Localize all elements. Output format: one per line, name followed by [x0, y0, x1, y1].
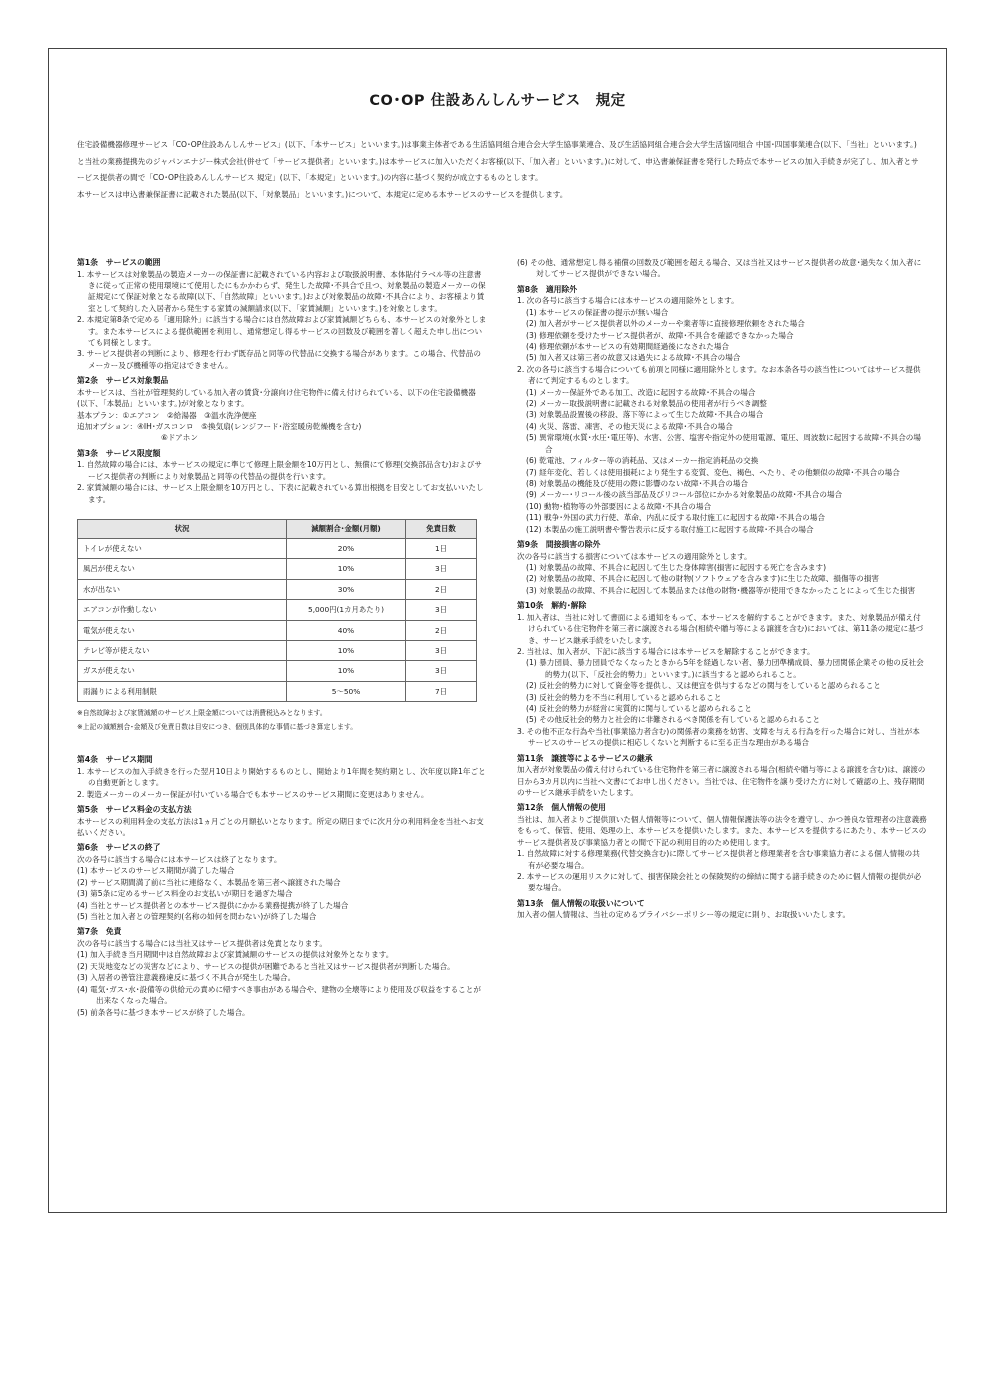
table-notes	[77, 706, 487, 734]
article-5	[77, 804, 487, 838]
right-column	[517, 257, 927, 925]
intro-section	[77, 137, 922, 203]
article-intro: 2. 次の各号に該当する場合についても前項と同様に適用除外とします。なお本条各号の該当性についてはサービス提供者にて判定するものとします。	[517, 364, 921, 386]
article-item: (5) その他反社会的勢力と社会的に非難されるべき関係を有していると認められること	[526, 715, 821, 725]
cell-days: 3日	[406, 600, 477, 620]
article-item: (3) 入居者の善管注意義務違反に基づく不具合が発生した場合。	[77, 973, 296, 983]
article-item: (5) 当社と加入者との管理契約(名称の如何を問わない)が終了した場合	[77, 912, 317, 922]
cell-status: 電気が使えない	[78, 620, 287, 640]
article-item: 1. 本サービスは対象製品の製造メーカーの保証書に記載されている内容および取扱説明書、本体貼付ラベル等の注意書きに従って正常の使用環境にて使用したにもかかわらず、発生した故障･不具合で且つ、対象製品の製造メーカーの保証規定にて保証対象となる故障(以下、「自然故障」といいます。)および対象製品の故障･不具合により、お客様より賃室として契約した入居者から発生する家賃の減額請求(以下、「家賃減額」といいます。)を対象とします。	[77, 269, 486, 313]
cell-status: 雨漏りによる利用制限	[78, 681, 287, 701]
article-item: 1. 加入者は、当社に対して書面による通知をもって、本サービスを解約することができます。また、対象製品が備え付けられている住宅物件を第三者に譲渡される場合(相続や贈与等による譲渡を含む)においては、第11条の規定に基づき、サービス継承手続をいたします。	[517, 612, 924, 645]
article-item: (1) 加入手続き当月期間中は自然故障および家賃減額のサービスの提供は対象外となります。	[77, 950, 394, 960]
article-3	[77, 448, 487, 505]
article-2	[77, 375, 487, 444]
cell-days: 2日	[406, 620, 477, 640]
article-item: 1. 自然故障に対する修理業務(代替交換含む)に際してサービス提供者と修理業者を含む事業協力者による個人情報の共有が必要な場合。	[517, 849, 920, 870]
article-heading: 第13条 個人情報の取扱いについて	[517, 898, 645, 908]
article-4	[77, 754, 487, 800]
article-12	[517, 802, 927, 893]
article-item: (4) 修理依頼が本サービスの有効期間経過後になされた場合	[526, 342, 730, 352]
article-item: (1) 対象製品の故障、不具合に起因して生じた身体障害(損害に起因する死亡を含みます)	[526, 562, 827, 572]
cell-rate: 30%	[287, 579, 406, 599]
article-item: (4) 電気･ガス･水･設備等の供給元の責めに帰すべき事由がある場合や、建物の全壊等により使用及び収益をすることが出来なくなった場合。	[77, 984, 481, 1006]
article-item: (5) 異常環境(水質･水圧･電圧等)、水害、公害、塩害や指定外の使用電源、電圧、周波数に起因する故障･不具合の場合	[526, 433, 921, 454]
article-item: 2. 当社は、加入者が、下記に該当する場合には本サービスを解除することができます。	[517, 646, 815, 656]
table-row	[78, 661, 477, 681]
article-item: 2. 本サービスの運用リスクに対して、損害保険会社との保険契約の締結に関する諸手続きのために個人情報の提供が必要な場合。	[517, 872, 922, 893]
article-item: (2) 対象製品の故障、不具合に起因して他の財物(ソフトウェアを含みます)に生じた故障、損傷等の損害	[526, 574, 879, 584]
cell-days: 3日	[406, 641, 477, 661]
article-body: 加入者が対象製品の備え付けられている住宅物件を第三者に譲渡される場合(相続や贈与等による譲渡を含む)は、譲渡の日から3カ月以内に当社へ文書にてお申し出ください。当社では、住宅物件を譲り受けた方に対して確認の上、残存期間のサービス継承手続をいたします。	[517, 765, 926, 798]
article-item: (1) 本サービスの保証書の提示が無い場合	[526, 307, 669, 317]
article-item: (2) サービス期間満了前に当社に連絡なく、本製品を第三者へ譲渡された場合	[77, 877, 341, 887]
article-8	[517, 284, 927, 535]
article-body: 本サービスは、当社が管理契約している加入者の賃貸･分譲向け住宅物件に備え付けられている、以下の住宅設備機器 (以下、「本製品」といいます。)が対象となります。	[77, 387, 476, 409]
article-item: (2) メーカー取扱説明書に記載される対象製品の使用者が行うべき調整	[526, 399, 767, 409]
column-header: 免責日数	[406, 520, 477, 539]
cell-status: エアコンが作動しない	[78, 600, 287, 620]
article-item: (5) 加入者又は第三者の故意又は過失による故障･不具合の場合	[526, 353, 741, 363]
article-heading: 第2条 サービス対象製品	[77, 376, 169, 386]
column-header: 状況	[78, 520, 287, 539]
article-6	[77, 842, 487, 922]
article-heading: 第9条 間接損害の除外	[517, 539, 601, 549]
table-row	[78, 579, 477, 599]
table-note: ※上記の減額割合･金額及び免責日数は目安につき、個別具体的な事情に基づき算定します。	[77, 723, 358, 732]
cell-status: テレビ等が使えない	[78, 641, 287, 661]
article-1	[77, 257, 487, 371]
table-row	[78, 559, 477, 579]
intro-paragraph: 本サービスは申込書兼保証書に記載された製品(以下、「対象製品」といいます。)について、本規定に定める本サービスのサービスを提供します。	[77, 189, 568, 199]
article-item: 2. 製造メーカーのメーカー保証が付いている場合でも本サービスのサービス期間に変更はありません。	[77, 789, 429, 799]
article-item: (12) 本製品の施工説明書や警告表示に反する取付施工に起因する故障･不具合の場合	[526, 524, 814, 534]
article-item: (6) その他、通常想定し得る補償の回数及び範囲を超える場合、又は当社又はサービス提供者の故意･過失なく加入者に対してサービス提供ができない場合。	[517, 258, 922, 279]
article-item: 2. 家賃減額の場合には、サービス上限金額を10万円とし、下表に記載されている算出根拠を目安としてお支払いいたします。	[77, 483, 484, 504]
table-row	[78, 641, 477, 661]
article-item: (3) 反社会的勢力を不当に利用していると認められること	[526, 692, 722, 702]
cell-days: 3日	[406, 661, 477, 681]
article-item: (2) 天災地変などの災害などにより、サービスの提供が困難であると当社又はサービス提供者が判断した場合。	[77, 961, 455, 971]
basic-plan: 基本プラン：①エアコン ②給湯器 ③温水洗浄便座	[77, 410, 257, 420]
article-heading: 第7条 免責	[77, 927, 122, 937]
article-item: (3) 修理依頼を受けたサービス提供者が、故障･不具合を確認できなかった場合	[526, 330, 794, 340]
article-item: (8) 対象製品の機能及び使用の際に影響のない故障･不具合の場合	[526, 478, 748, 488]
article-item: (4) 当社とサービス提供者との本サービス提供にかかる業務提携が終了した場合	[77, 900, 349, 910]
cell-rate: 10%	[287, 641, 406, 661]
table-row	[78, 620, 477, 640]
article-item: (11) 戦争･外国の武力行使、革命、内乱に反する取付施工に起因する故障･不具合の場合	[526, 513, 825, 523]
article-7	[77, 926, 487, 1017]
article-body: 当社は、加入者よりご提供頂いた個人情報等について、個人情報保護法等の法令を遵守し、かつ善良な管理者の注意義務をもって、保管、使用、処理の上、本サービスを提供いたします。また、本サービスを提供するにあたり、本サービスのサービス提供者及び事業協力者との間で下記の利用目的のため使用します。	[517, 815, 927, 847]
article-item: (6) 乾電池、フィルター等の消耗品、又はメーカー指定消耗品の交換	[526, 456, 759, 466]
table-row	[78, 600, 477, 620]
article-body: 次の各号に該当する場合には本サービスは終了となります。	[77, 855, 282, 865]
cell-rate: 5〜50%	[287, 681, 406, 701]
article-item: (2) 加入者がサービス提供者以外のメーカーや業者等に直接修理依頼をされた場合	[526, 319, 805, 329]
article-heading: 第8条 適用除外	[517, 284, 578, 294]
cell-rate: 20%	[287, 539, 406, 559]
article-item: 1. 自然故障の場合には、本サービスの規定に準じて修理上限金額を10万円とし、無償にて修理(交換部品含む)およびサービス提供者の判断により対象製品と同等の代替品の提供を行います。	[77, 460, 482, 481]
article-body: 次の各号に該当する損害については本サービスの適用除外とします。	[517, 551, 752, 561]
document-title: CO･OP 住設あんしんサービス 規定	[369, 93, 626, 109]
article-heading: 第3条 サービス限度額	[77, 448, 161, 458]
cell-rate: 40%	[287, 620, 406, 640]
article-heading: 第12条 個人情報の使用	[517, 803, 606, 813]
article-body: 次の各号に該当する場合には当社又はサービス提供者は免責となります。	[77, 939, 327, 949]
article-heading: 第1条 サービスの範囲	[77, 258, 161, 267]
article-heading: 第5条 サービス料金の支払方法	[77, 805, 192, 815]
table-row	[78, 681, 477, 701]
article-item: 2. 本規定第8条で定める「適用除外」に該当する場合には自然故障および家賃減額どちらも、本サービスの対象外とします。また本サービスによる提供範囲を利用し、通常想定し得るサービスの回数及び範囲を著しく超えた申し出についても同様とします。	[77, 315, 487, 348]
article-heading: 第4条 サービス期間	[77, 755, 153, 765]
article-body: 本サービスの利用料金の支払方法は1ヵ月ごとの月額払いとなります。所定の期日までに次月分の利用料金を当社へお支払いください。	[77, 816, 484, 838]
article-item: (1) メーカー保証外である加工、改造に起因する故障･不具合の場合	[526, 387, 756, 397]
article-9	[517, 539, 927, 596]
option-plan-cont: ⑥ドアホン	[161, 433, 198, 443]
intro-paragraph: 住宅設備機器修理サービス「CO･OP住設あんしんサービス」(以下、「本サービス」といいます。)は事業主体者である生活協同組合連合会大学生協事業連合、及び生活協同組合連合会大学生活協同組合 中国･四国事業連合(以下、「当社」といいます。)と当社の業務提携先のジャパンエナジー株式会社(併せて「サービス提供者」といいます。)は本サービスに加入いただくお客様(以下、「加入者」といいます。)に対して、申込書兼保証書を発行した時点で本サービスの加入手続きが完了し、加入者とサービス提供者の間で「CO･OP住設あんしんサービス 規定」(以下、「本規定」といいます。)の内容に基づく契約が成立するものとします。	[77, 140, 919, 182]
article-item: (3) 第5条に定めるサービス料金のお支払いが期日を過ぎた場合	[77, 889, 293, 899]
article-heading: 第10条 解約･解除	[517, 601, 587, 611]
article-item: (3) 対象製品設置後の移設、落下等によって生じた故障･不具合の場合	[526, 410, 764, 420]
cell-days: 3日	[406, 559, 477, 579]
cell-days: 2日	[406, 579, 477, 599]
article-heading: 第11条 譲渡等によるサービスの継承	[517, 753, 653, 763]
cell-days: 1日	[406, 539, 477, 559]
article-item: (1) 本サービスのサービス期間が満了した場合	[77, 866, 235, 876]
cell-status: トイレが使えない	[78, 539, 287, 559]
cell-status: 水が出ない	[78, 579, 287, 599]
cell-status: ガスが使えない	[78, 661, 287, 681]
article-item: (5) 前条各号に基づき本サービスが終了した場合。	[77, 1007, 250, 1017]
article-item: (3) 対象製品の故障、不具合に起因して本製品または他の財物･機器等が使用できなかったことによって生じた損害	[526, 585, 916, 595]
article-11	[517, 753, 927, 799]
cell-rate: 10%	[287, 661, 406, 681]
column-header: 減額割合･金額(月額)	[287, 520, 406, 539]
article-item: 3. サービス提供者の判断により、修理を行わず既存品と同等の代替品に交換する場合があります。この場合、代替品のメーカー及び機種等の指定はできません。	[77, 349, 481, 370]
rent-reduction-table	[77, 519, 477, 702]
article-item: (4) 火災、落雷、凍害、その他天災による故障･不具合の場合	[526, 421, 733, 431]
table-note: ※自然故障および家賃減額のサービス上限金額については消費税込みとなります。	[77, 709, 327, 718]
cell-status: 風呂が使えない	[78, 559, 287, 579]
option-plan: 追加オプション：④IH･ガスコンロ ⑤換気扇(レンジフード･浴室暖房乾燥機を含む)	[77, 422, 362, 432]
article-item: (9) メーカー･リコール後の該当部品及びリコール部位にかかる対象製品の故障･不具合の場合	[526, 490, 843, 500]
left-column	[77, 257, 487, 1022]
article-intro: 1. 次の各号に該当する場合には本サービスの適用除外とします。	[517, 296, 739, 306]
cell-rate: 10%	[287, 559, 406, 579]
article-13	[517, 898, 927, 921]
table-row	[78, 539, 477, 559]
article-10	[517, 600, 927, 748]
article-item: (10) 動物･植物等の外部要因による故障･不具合の場合	[526, 501, 712, 511]
article-item: 1. 本サービスの加入手続きを行った翌月10日より開始するものとし、開始より1年間を契約期とし、次年度以降1年ごとの自動更新とします。	[77, 766, 486, 788]
article-item: 3. その他不正な行為や当社(事業協力者含む)の関係者の業務を妨害、支障を与える行為を行った場合に対し、当社が本サービスのサービスの提供に相応しくないと判断するに至る正当な理由がある場合	[517, 726, 920, 748]
article-body: 加入者の個人情報は、当社の定めるプライバシーポリシー等の規定に則り、お取扱いいたします。	[517, 910, 851, 920]
cell-days: 7日	[406, 681, 477, 701]
article-item: (4) 反社会的勢力が経営に実質的に関与していると認められること	[526, 704, 752, 713]
article-item: (2) 反社会的勢力に対して資金等を提供し、又は便宜を供与するなどの関与をしていると認められること	[526, 681, 881, 691]
document-frame	[48, 48, 947, 1213]
cell-rate: 5,000円(1カ月あたり)	[287, 600, 406, 620]
table-header-row	[78, 520, 477, 539]
article-heading: 第6条 サービスの終了	[77, 843, 161, 853]
article-item: (1) 暴力団員、暴力団員でなくなったときから5年を経過しない者、暴力団準構成員、暴力団関係企業その他の反社会的勢力(以下、「反社会的勢力」といいます。)に該当すると認められること。	[526, 658, 924, 679]
article-item: (7) 経年変化、若しくは使用損耗により発生する変質、変色、褐色、へたり、その他類似の故障･不具合の場合	[526, 467, 900, 477]
article-7-continued	[517, 257, 927, 280]
